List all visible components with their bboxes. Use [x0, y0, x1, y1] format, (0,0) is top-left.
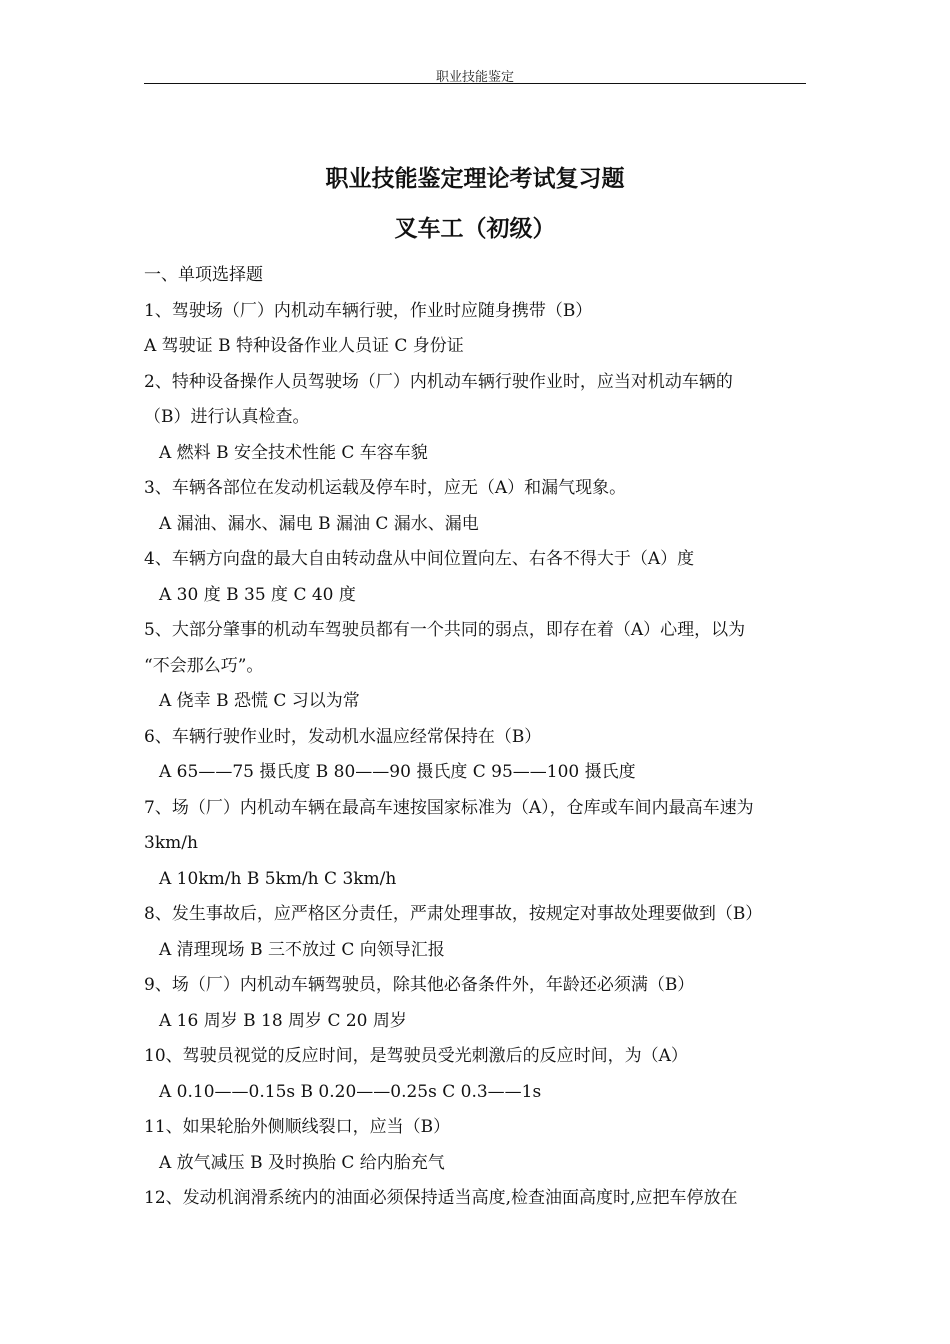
answer-options: A 侥幸 B 恐慌 C 习以为常	[159, 691, 360, 711]
question-line: “不会那么巧”。	[144, 655, 264, 676]
document-title: 职业技能鉴定理论考试复习题	[325, 166, 625, 192]
answer-options: A 30 度 B 35 度 C 40 度	[159, 584, 356, 605]
answer-options: A 10km/h B 5km/h C 3km/h	[159, 868, 397, 889]
question-line: （B）进行认真检查。	[144, 407, 310, 427]
question-line: 7、场（厂）内机动车辆在最高车速按国家标准为（A），仓库或车间内最高车速为	[144, 797, 754, 818]
question-line: 12、发动机润滑系统内的油面必须保持适当高度,检查油面高度时,应把车停放在	[144, 1188, 738, 1208]
answer-options: A 65——75 摄氏度 B 80——90 摄氏度 C 95——100 摄氏度	[159, 762, 636, 782]
question-line: 11、如果轮胎外侧顺线裂口，应当（B）	[144, 1117, 451, 1137]
question-line: 4、车辆方向盘的最大自由转动盘从中间位置向左、右各不得大于（A）度	[144, 549, 695, 569]
question-line: 9、场（厂）内机动车辆驾驶员，除其他必备条件外，年龄还必须满（B）	[144, 975, 695, 995]
question-list	[144, 258, 808, 1217]
question-line: 1、驾驶场（厂）内机动车辆行驶，作业时应随身携带（B）	[144, 300, 593, 321]
answer-options: A 放气减压 B 及时换胎 C 给内胎充气	[159, 1152, 445, 1173]
header-divider	[144, 83, 806, 84]
section-heading: 一、单项选择题	[144, 265, 263, 285]
page-header: 职业技能鉴定	[435, 70, 514, 85]
answer-options: A 0.10——0.15s B 0.20——0.25s C 0.3——1s	[159, 1081, 542, 1102]
answer-options: A 燃料 B 安全技术性能 C 车容车貌	[159, 442, 428, 463]
answer-options: A 清理现场 B 三不放过 C 向领导汇报	[159, 939, 445, 960]
question-line: 6、车辆行驶作业时，发动机水温应经常保持在（B）	[144, 726, 542, 747]
question-line: 5、大部分肇事的机动车驾驶员都有一个共同的弱点，即存在着（A）心理，以为	[144, 620, 746, 640]
answer-options: A 驾驶证 B 特种设备作业人员证 C 身份证	[144, 336, 464, 356]
question-line: 8、发生事故后，应严格区分责任，严肃处理事故，按规定对事故处理要做到（B）	[144, 904, 763, 924]
question-line: 3、车辆各部位在发动机运载及停车时，应无（A）和漏气现象。	[144, 478, 627, 498]
question-line: 2、特种设备操作人员驾驶场（厂）内机动车辆行驶作业时，应当对机动车辆的	[144, 371, 733, 392]
answer-options: A 漏油、漏水、漏电 B 漏油 C 漏水、漏电	[159, 513, 479, 534]
question-line: 10、驾驶员视觉的反应时间，是驾驶员受光刺激后的反应时间，为（A）	[144, 1046, 688, 1066]
question-line: 3km/h	[144, 833, 198, 853]
answer-options: A 16 周岁 B 18 周岁 C 20 周岁	[159, 1010, 407, 1031]
document-subtitle: 叉车工（初级）	[394, 216, 556, 242]
